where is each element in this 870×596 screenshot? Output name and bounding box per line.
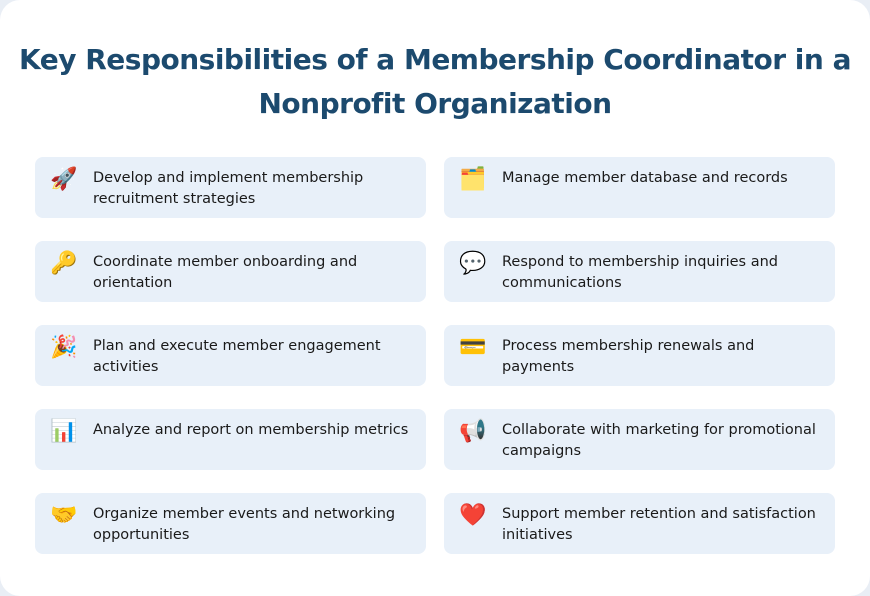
key-icon: 🔑	[50, 251, 78, 276]
responsibility-text: Analyze and report on membership metrics	[93, 422, 409, 438]
responsibility-text: Collaborate with marketing for promotional campaigns	[502, 422, 816, 459]
responsibility-item	[35, 409, 426, 470]
heart-icon: ❤️	[459, 503, 487, 528]
responsibility-item	[35, 241, 426, 302]
responsibility-text: Manage member database and records	[502, 170, 788, 186]
responsibility-text: Plan and execute member engagement activities	[93, 338, 381, 375]
file-folder-icon: 🗂️	[459, 167, 487, 192]
responsibilities-grid	[35, 157, 835, 554]
responsibility-item	[444, 157, 835, 218]
page-title: Key Responsibilities of a Membership Coordinator in a Nonprofit Organization	[19, 43, 851, 120]
responsibility-text: Respond to membership inquiries and communications	[502, 254, 778, 291]
responsibility-item	[444, 241, 835, 302]
speech-bubble-icon: 💬	[459, 251, 487, 276]
responsibility-item	[444, 493, 835, 554]
credit-card-icon: 💳	[459, 335, 487, 360]
responsibility-item	[444, 409, 835, 470]
responsibility-text: Organize member events and networking opportunities	[93, 506, 396, 543]
responsibility-item	[35, 493, 426, 554]
megaphone-icon: 📢	[459, 419, 487, 444]
responsibility-text: Process membership renewals and payments	[502, 338, 755, 375]
bar-chart-icon: 📊	[50, 419, 78, 444]
responsibility-text: Support member retention and satisfaction initiatives	[502, 506, 816, 543]
responsibility-text: Coordinate member onboarding and orientation	[93, 254, 358, 291]
rocket-icon: 🚀	[50, 167, 78, 192]
responsibility-text: Develop and implement membership recruitment strategies	[93, 170, 364, 207]
responsibility-item	[35, 157, 426, 218]
party-popper-icon: 🎉	[50, 335, 78, 360]
responsibility-item	[444, 325, 835, 386]
responsibility-item	[35, 325, 426, 386]
handshake-icon: 🤝	[50, 503, 78, 528]
